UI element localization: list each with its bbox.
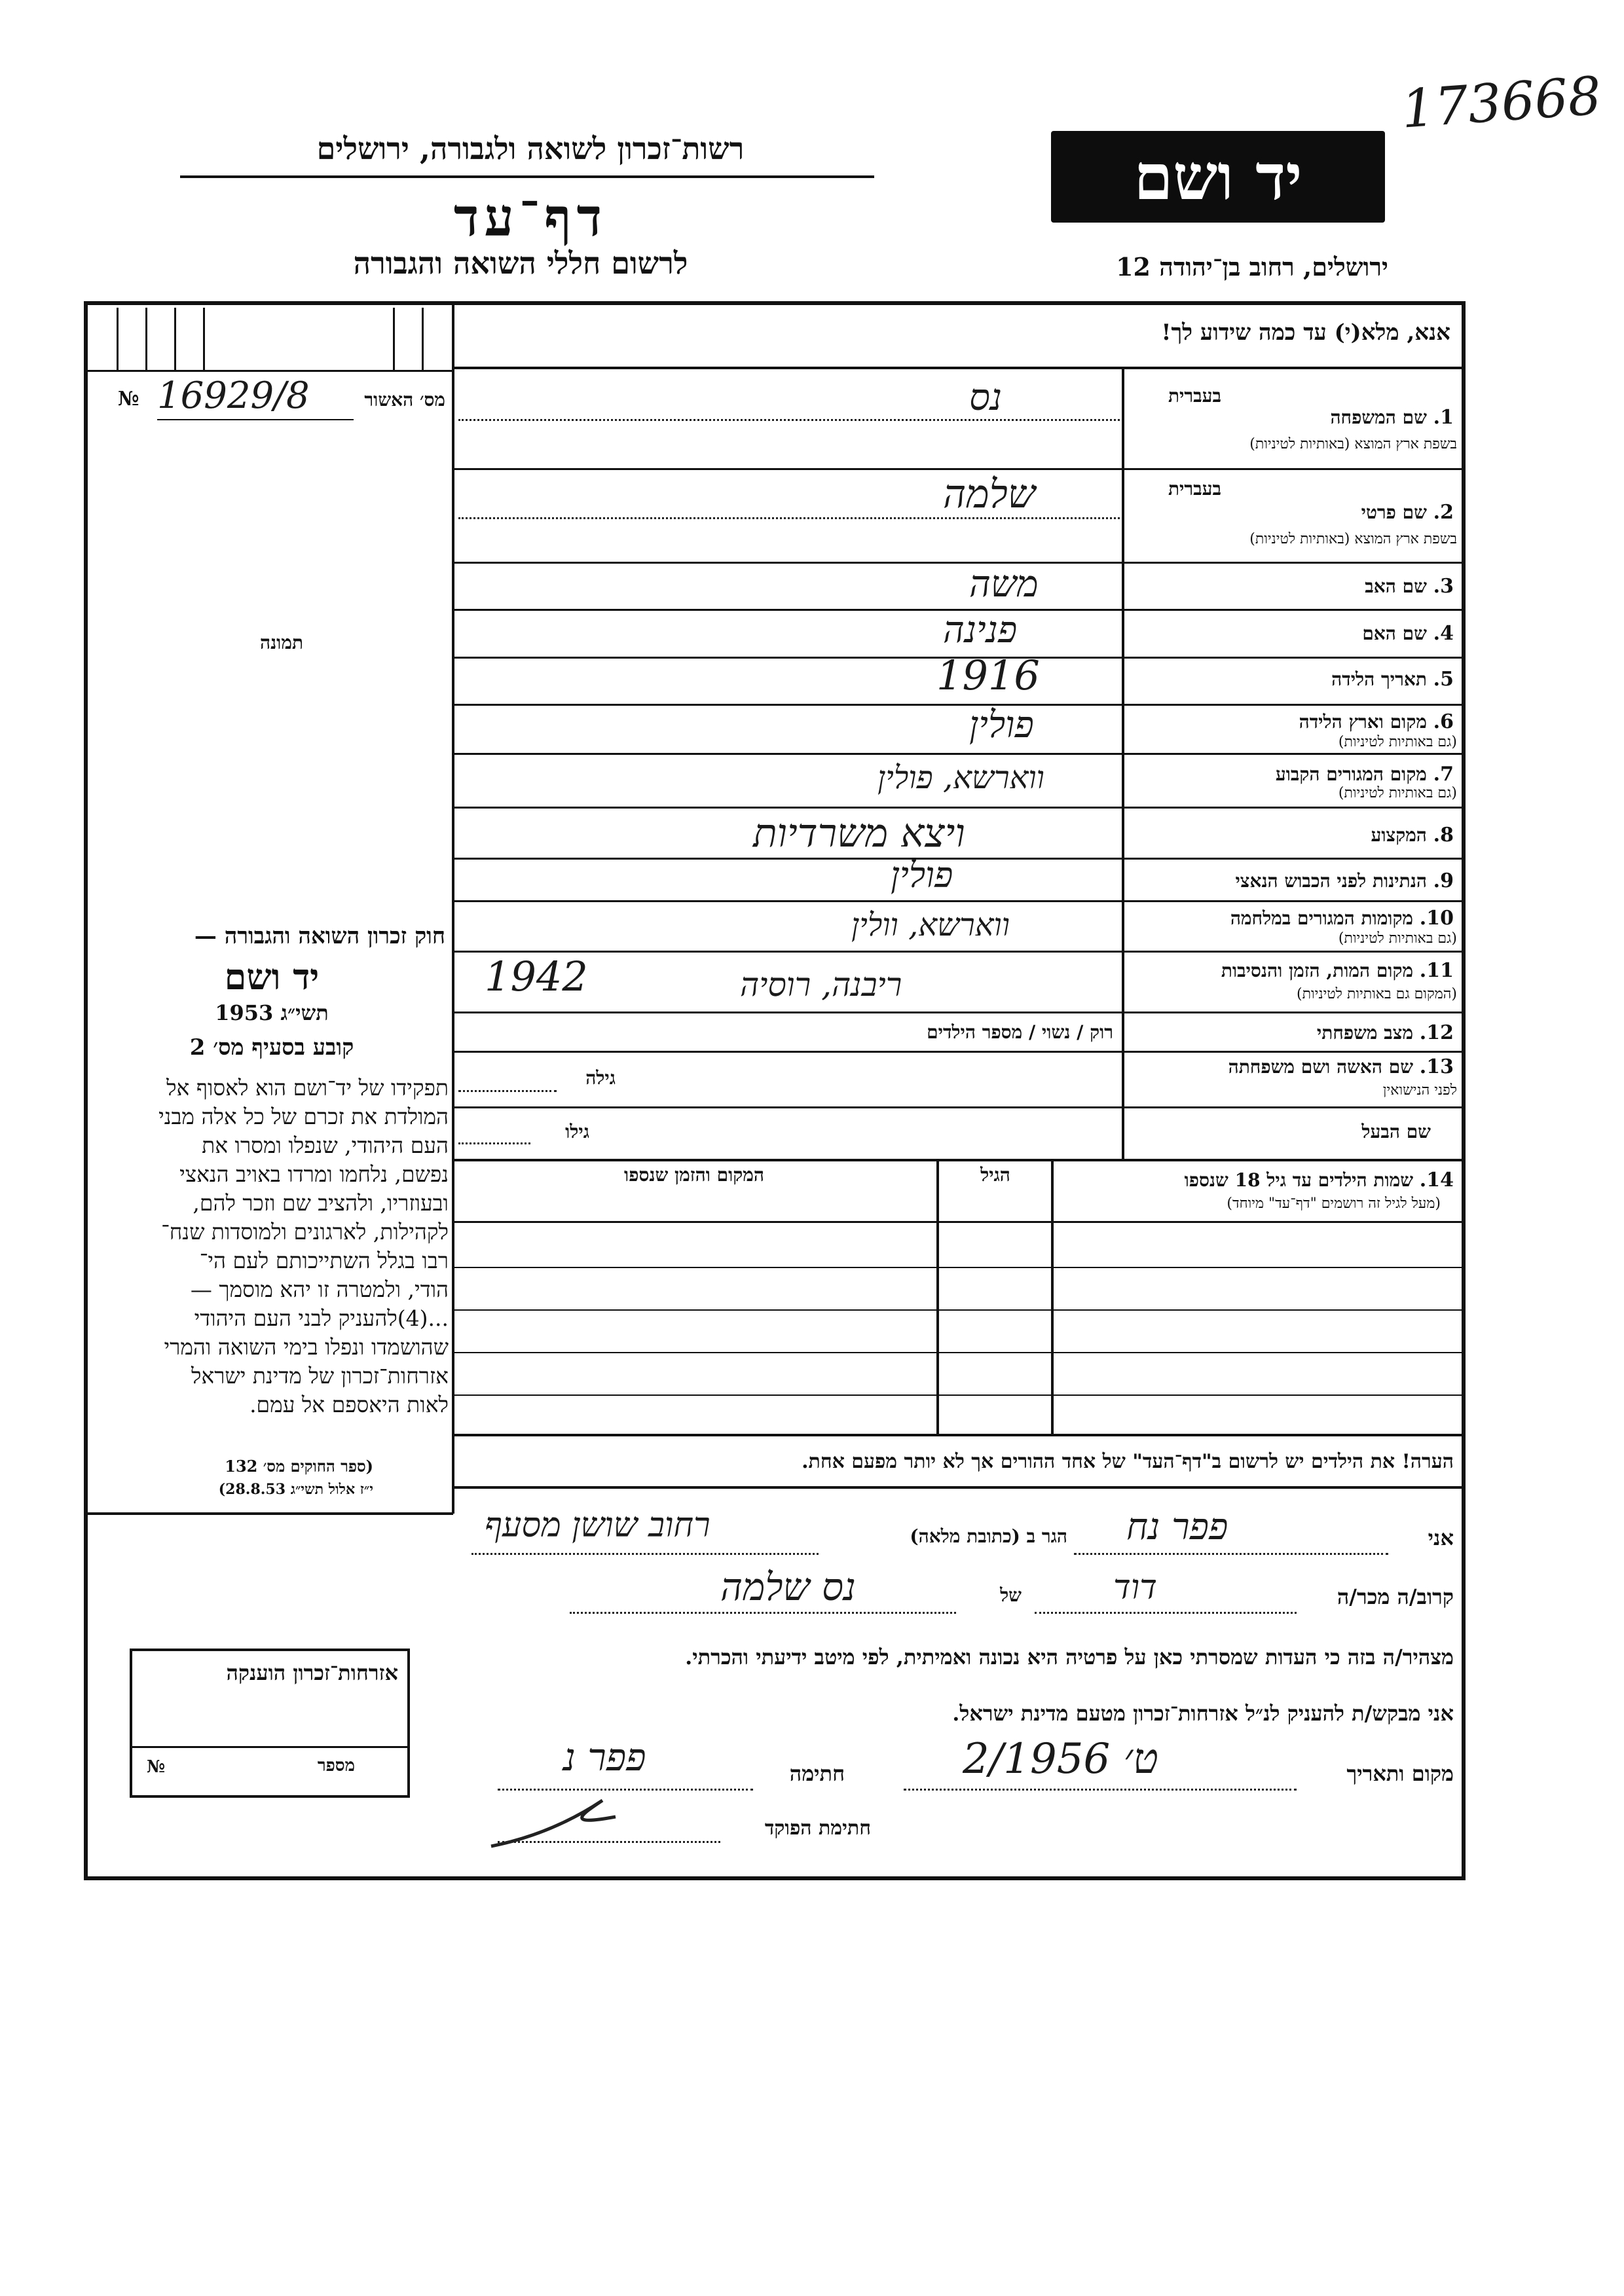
children-note: (מעל לגיל זה רושמים "דף־עד" מיוחד) bbox=[1227, 1195, 1441, 1212]
field-11-sub: (המקום גם באותיות לטיניות) bbox=[1297, 986, 1457, 1002]
field-9-label: 9. הנתינות לפני הכבוש הנאצי bbox=[1235, 869, 1454, 892]
children-col-age: הגיל bbox=[980, 1164, 1010, 1186]
relation-label: קרוב/ה מכר/ה bbox=[1337, 1584, 1454, 1609]
field-7-sub: (גם באותיות לטיניות) bbox=[1338, 785, 1457, 801]
citizenship-number-label: מספר bbox=[317, 1756, 355, 1776]
remark: הערה! את הילדים יש לרשום ב"דף־העד" של אחד ההורים אך לא יותר מפעם אחת. bbox=[802, 1450, 1454, 1473]
field-4-label: 4. שם האם bbox=[1362, 622, 1454, 645]
photo-label: תמונה bbox=[259, 632, 304, 653]
field-10-value: ווארשא, וולין bbox=[851, 907, 1010, 943]
law-year: תשי״ג 1953 bbox=[215, 1000, 329, 1025]
law-reference-2: י״ז אלול תשי״ג 28.8.53) bbox=[218, 1481, 373, 1498]
wife-maiden-name: גילה bbox=[585, 1067, 616, 1089]
field-6-value: פולין bbox=[969, 704, 1034, 746]
field-10-sub: (גם באותיות לטיניות) bbox=[1338, 930, 1457, 947]
declaration-request: אני מבקש/ת להעניק לנ״ל אזרחות־זכרון מטעם מדינת ישראל. bbox=[952, 1701, 1454, 1726]
field-7-value: ווארשא, פולין bbox=[877, 759, 1044, 796]
field-6-label: 6. מקום וארץ הלידה bbox=[1299, 710, 1454, 733]
signature-value: פפר נ bbox=[563, 1735, 646, 1779]
children-title: 14. שמות הילדים עד גיל 18 שנספו bbox=[1184, 1169, 1454, 1192]
field-2-label: 2. שם פרטי bbox=[1361, 501, 1454, 524]
field-1-side: בעברית bbox=[1168, 385, 1221, 407]
field-1-value: נס bbox=[969, 376, 1003, 419]
field-3-label: 3. שם האב bbox=[1365, 575, 1454, 598]
field-2-side: בעברית bbox=[1168, 478, 1221, 500]
field-10-label: 10. מקומות המגורים במלחמה bbox=[1230, 907, 1454, 930]
children-col-place: המקום והזמן שנספו bbox=[624, 1164, 764, 1186]
form-subtitle: לרשום חללי השואה והגבורה bbox=[353, 246, 688, 281]
citizenship-title: אזרחות־זכרון הוענקה bbox=[226, 1660, 398, 1685]
form-title: דף־עד bbox=[453, 187, 608, 248]
marital-status-options: רוק / נשוי / מספר הילדים bbox=[927, 1021, 1113, 1043]
field-8-value: ויצא משרדיות bbox=[753, 811, 965, 856]
field-11-value: ריבנה, רוסיה bbox=[740, 966, 902, 1004]
field-5-label: 5. תאריך הלידה bbox=[1331, 668, 1454, 691]
instructions: אנא, מלא(י) עד כמה שידוע לך! bbox=[1161, 319, 1450, 346]
relation-value: דוד bbox=[1113, 1568, 1157, 1607]
archive-number: 173668 bbox=[1399, 65, 1604, 140]
yad-vashem-logo: יד ושם bbox=[1051, 131, 1385, 223]
field-2-value: שלמה bbox=[943, 471, 1036, 517]
field-3-value: משה bbox=[969, 563, 1039, 606]
residence-value: רחוב שושן מסעף bbox=[485, 1506, 710, 1545]
field-6-sub: (גם באותיות לטיניות) bbox=[1338, 734, 1457, 750]
law-text: תפקידו של יד־ושם הוא לאסוף אל המולדת את זכרם של כל אלה מבני העם היהודי, שנפלו ומסרו את נפשם, נלחמו ומרדו באויב הנאצי ובעוזריו, ולהציב שם וזכר להם, לקהילות, לארגונים ולמוסדות שנח־ רבו בגלל השתייכותם לעם הי־ הודי, ולמטרה זו יהא מוסמך — ...(4)להעניק לבני העם היהודי שהושמדו ונפלו בימי השואה והמרי אזרחות־זכרון של מדינת ישראל לאות היאספם אל עמם. bbox=[158, 1075, 449, 1417]
husband-name: גילו bbox=[565, 1121, 589, 1142]
law-title: חוק זכרון השואה והגבורה — bbox=[194, 923, 445, 949]
husband-name-label: שם הבעל bbox=[1361, 1121, 1431, 1142]
address: ירושלים, רחוב בן־יהודה 12 bbox=[1116, 252, 1388, 282]
official-signature-label: חתימת הפוקד bbox=[764, 1817, 871, 1840]
official-signature-scribble bbox=[485, 1787, 642, 1853]
of-value: נס שלמה bbox=[720, 1565, 856, 1609]
authority-title: רשות־זכרון לשואה ולגבורה, ירושלים bbox=[316, 131, 745, 166]
declarant-label: אני bbox=[1428, 1525, 1454, 1550]
citizenship-prefix: № bbox=[147, 1757, 166, 1777]
field-5-value: 1916 bbox=[936, 651, 1040, 699]
citizenship-box bbox=[130, 1649, 410, 1798]
field-12-label: 12. מצב משפחתי bbox=[1316, 1021, 1454, 1044]
field-7-label: 7. מקום המגורים הקבוע bbox=[1275, 763, 1454, 786]
field-13-label: 13. שם האשה ושם משפחתה bbox=[1228, 1055, 1454, 1078]
field-13-sub: לפני הנישואין bbox=[1382, 1082, 1457, 1099]
residence-label: הגר ב (כתובת מלאה) bbox=[910, 1525, 1067, 1547]
signature-label: חתימה bbox=[789, 1761, 845, 1786]
field-2-sub: בשפת ארץ המוצא (באותיות לטיניות) bbox=[1249, 531, 1457, 547]
declaration-statement: מצהיר/ה בזה כי העדות שמסרתי כאן על פרטיה היא נכונה ואמיתית, לפי מיטב ידיעתי והכרתי. bbox=[685, 1645, 1454, 1669]
field-11-label: 11. מקום המות, הזמן והנסיבות bbox=[1221, 959, 1454, 982]
place-date-label: מקום ותאריך bbox=[1346, 1761, 1454, 1786]
field-1-sub: בשפת ארץ המוצא (באותיות לטיניות) bbox=[1249, 436, 1457, 452]
field-4-value: פנינה bbox=[943, 609, 1018, 651]
field-8-label: 8. המקצוע bbox=[1371, 824, 1454, 847]
field-9-value: פולין bbox=[891, 854, 953, 896]
registration-number: № 16929/8 מס׳ האשור bbox=[118, 374, 445, 417]
field-1-label: 1. שם המשפחה bbox=[1330, 406, 1454, 429]
field-11-year: 1942 bbox=[485, 953, 588, 1000]
law-clause: קובע בסעיף מס׳ 2 bbox=[189, 1034, 354, 1061]
declarant-name: פפר נח bbox=[1126, 1506, 1228, 1548]
of-label: של bbox=[1000, 1584, 1022, 1606]
law-name: יד ושם bbox=[224, 956, 320, 998]
law-reference-1: (ספר החוקים מס׳ 132 bbox=[225, 1457, 373, 1476]
place-date-value: 2/ט׳ 1956 bbox=[963, 1735, 1158, 1783]
